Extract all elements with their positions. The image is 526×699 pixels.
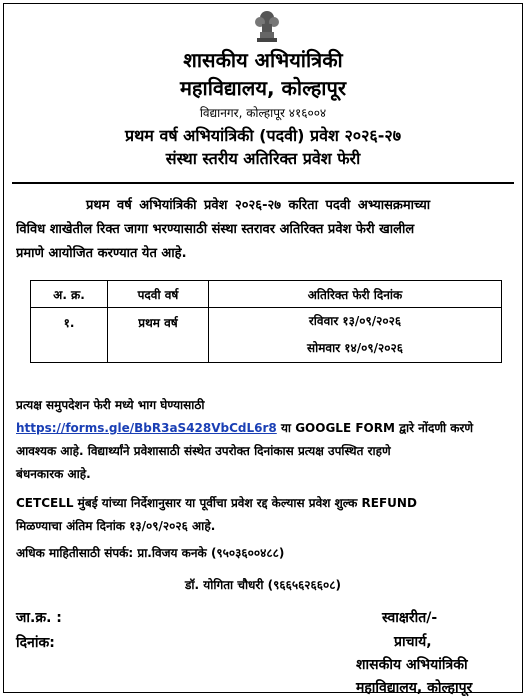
date-label: दिनांक:	[16, 635, 55, 651]
schedule-table	[30, 280, 502, 363]
institute-address: विद्यानगर, कोल्हापूर ४१६००४	[199, 106, 327, 120]
table-header-row	[31, 281, 502, 308]
refund-line: CETCELL मुंबई यांच्या निर्देशानुसार या पूर्वीचा प्रवेश रद्द केल्यास प्रवेश शुल्क REFUND	[16, 496, 417, 510]
date-sunday: रविवार १३/०९/२०२६	[308, 314, 402, 328]
header-divider	[12, 182, 514, 184]
refund-line: मिळण्याचा अंतिम दिनांक १३/०९/२०२६ आहे.	[16, 519, 216, 533]
signature-institute-line2: महाविद्यालय, कोल्हापूर	[356, 680, 473, 696]
cell-year: प्रथम वर्ष	[108, 308, 209, 363]
column-header-serial: अ. क्र.	[31, 281, 108, 308]
intro-line: प्रमाणे आयोजित करण्यात येत आहे.	[16, 246, 187, 261]
intro-line: प्रथम वर्ष अभियांत्रिकी प्रवेश २०२६-२७ करिता पदवी अभ्यासक्रमाच्या	[86, 198, 431, 213]
notice-title: प्रथम वर्ष अभियांत्रिकी (पदवी) प्रवेश २०२६-२७	[124, 126, 402, 145]
intro-line: विविध शाखेतील रिक्त जागा भरण्यासाठी संस्था स्तरावर अतिरिक्त प्रवेश फेरी खालील	[16, 222, 415, 237]
contact-primary: अधिक माहितीसाठी संपर्क: प्रा.विजय कनके (९५०३६००४८८)	[16, 546, 285, 560]
contact-secondary: डॉ. योगिता चौधरी (९६६५६२६६०८)	[185, 578, 341, 592]
institute-name-line1: शासकीय अभियांत्रिकी	[183, 48, 343, 72]
signed-label: स्वाक्षरीत/-	[382, 610, 438, 626]
table-row	[31, 308, 502, 363]
registration-line: आवश्यक आहे. विद्यार्थ्यांने प्रवेशासाठी संस्थेत उपरोक्त दिनांकास प्रत्यक्ष उपस्थित राहणे	[16, 444, 391, 458]
intro-paragraph	[16, 194, 510, 266]
notice-subtitle: संस्था स्तरीय अतिरिक्त प्रवेश फेरी	[165, 149, 361, 168]
refund-paragraph	[16, 492, 512, 538]
date-monday: सोमवार १४/०९/२०२६	[307, 341, 403, 355]
state-emblem-icon	[254, 8, 280, 44]
cell-dates	[209, 308, 502, 363]
column-header-year: पदवी वर्ष	[108, 281, 209, 308]
notice-page	[3, 3, 523, 696]
column-header-date: अतिरिक्त फेरी दिनांक	[209, 281, 502, 308]
google-form-link[interactable]: https://forms.gle/BbR3aS428VbCdL6r8	[16, 421, 277, 435]
principal-designation: प्राचार्य,	[394, 634, 432, 650]
registration-link-line	[16, 417, 512, 440]
registration-line: प्रत्यक्ष समुपदेशन फेरी मध्ये भाग घेण्यासाठी	[16, 398, 205, 412]
institute-name-line2: महाविद्यालय, कोल्हापूर	[179, 76, 347, 100]
registration-link-suffix: या GOOGLE FORM द्वारे नोंदणी करणे	[276, 421, 474, 435]
reference-number-label: जा.क्र. :	[16, 610, 62, 626]
signature-institute-line1: शासकीय अभियांत्रिकी	[356, 657, 468, 673]
registration-line: बंधनकारक आहे.	[16, 467, 91, 481]
cell-serial: १.	[31, 308, 108, 363]
registration-paragraph	[16, 394, 512, 486]
